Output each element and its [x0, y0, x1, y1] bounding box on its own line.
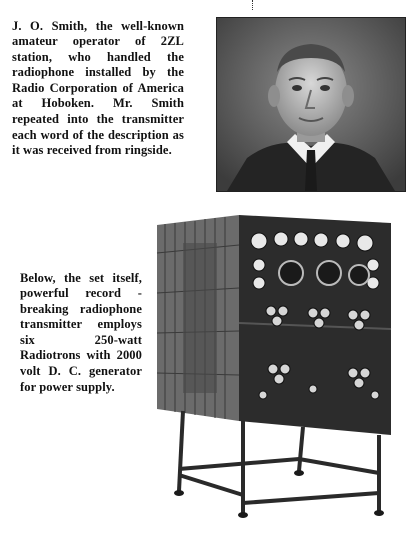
- portrait-photo: [216, 17, 406, 192]
- radio-transmitter-icon: [153, 213, 404, 539]
- caption-transmitter: Below, the set itself, powerful record - breaking radiophone transmitter employs six 250-watt Radiotrons with 2000 volt D. C. generator for power supply.: [20, 270, 142, 394]
- man-portrait-icon: [217, 18, 405, 191]
- caption-portrait: J. O. Smith, the well-known amateur operator of 2ZL station, who handled the radiophone installed by the Radio Corporation of America at Hoboken. Mr. Smith repeated into the transmitter each word of the description as it was received from ringside.: [12, 18, 184, 158]
- transmitter-photo: [153, 213, 404, 539]
- page-marker: [252, 0, 255, 10]
